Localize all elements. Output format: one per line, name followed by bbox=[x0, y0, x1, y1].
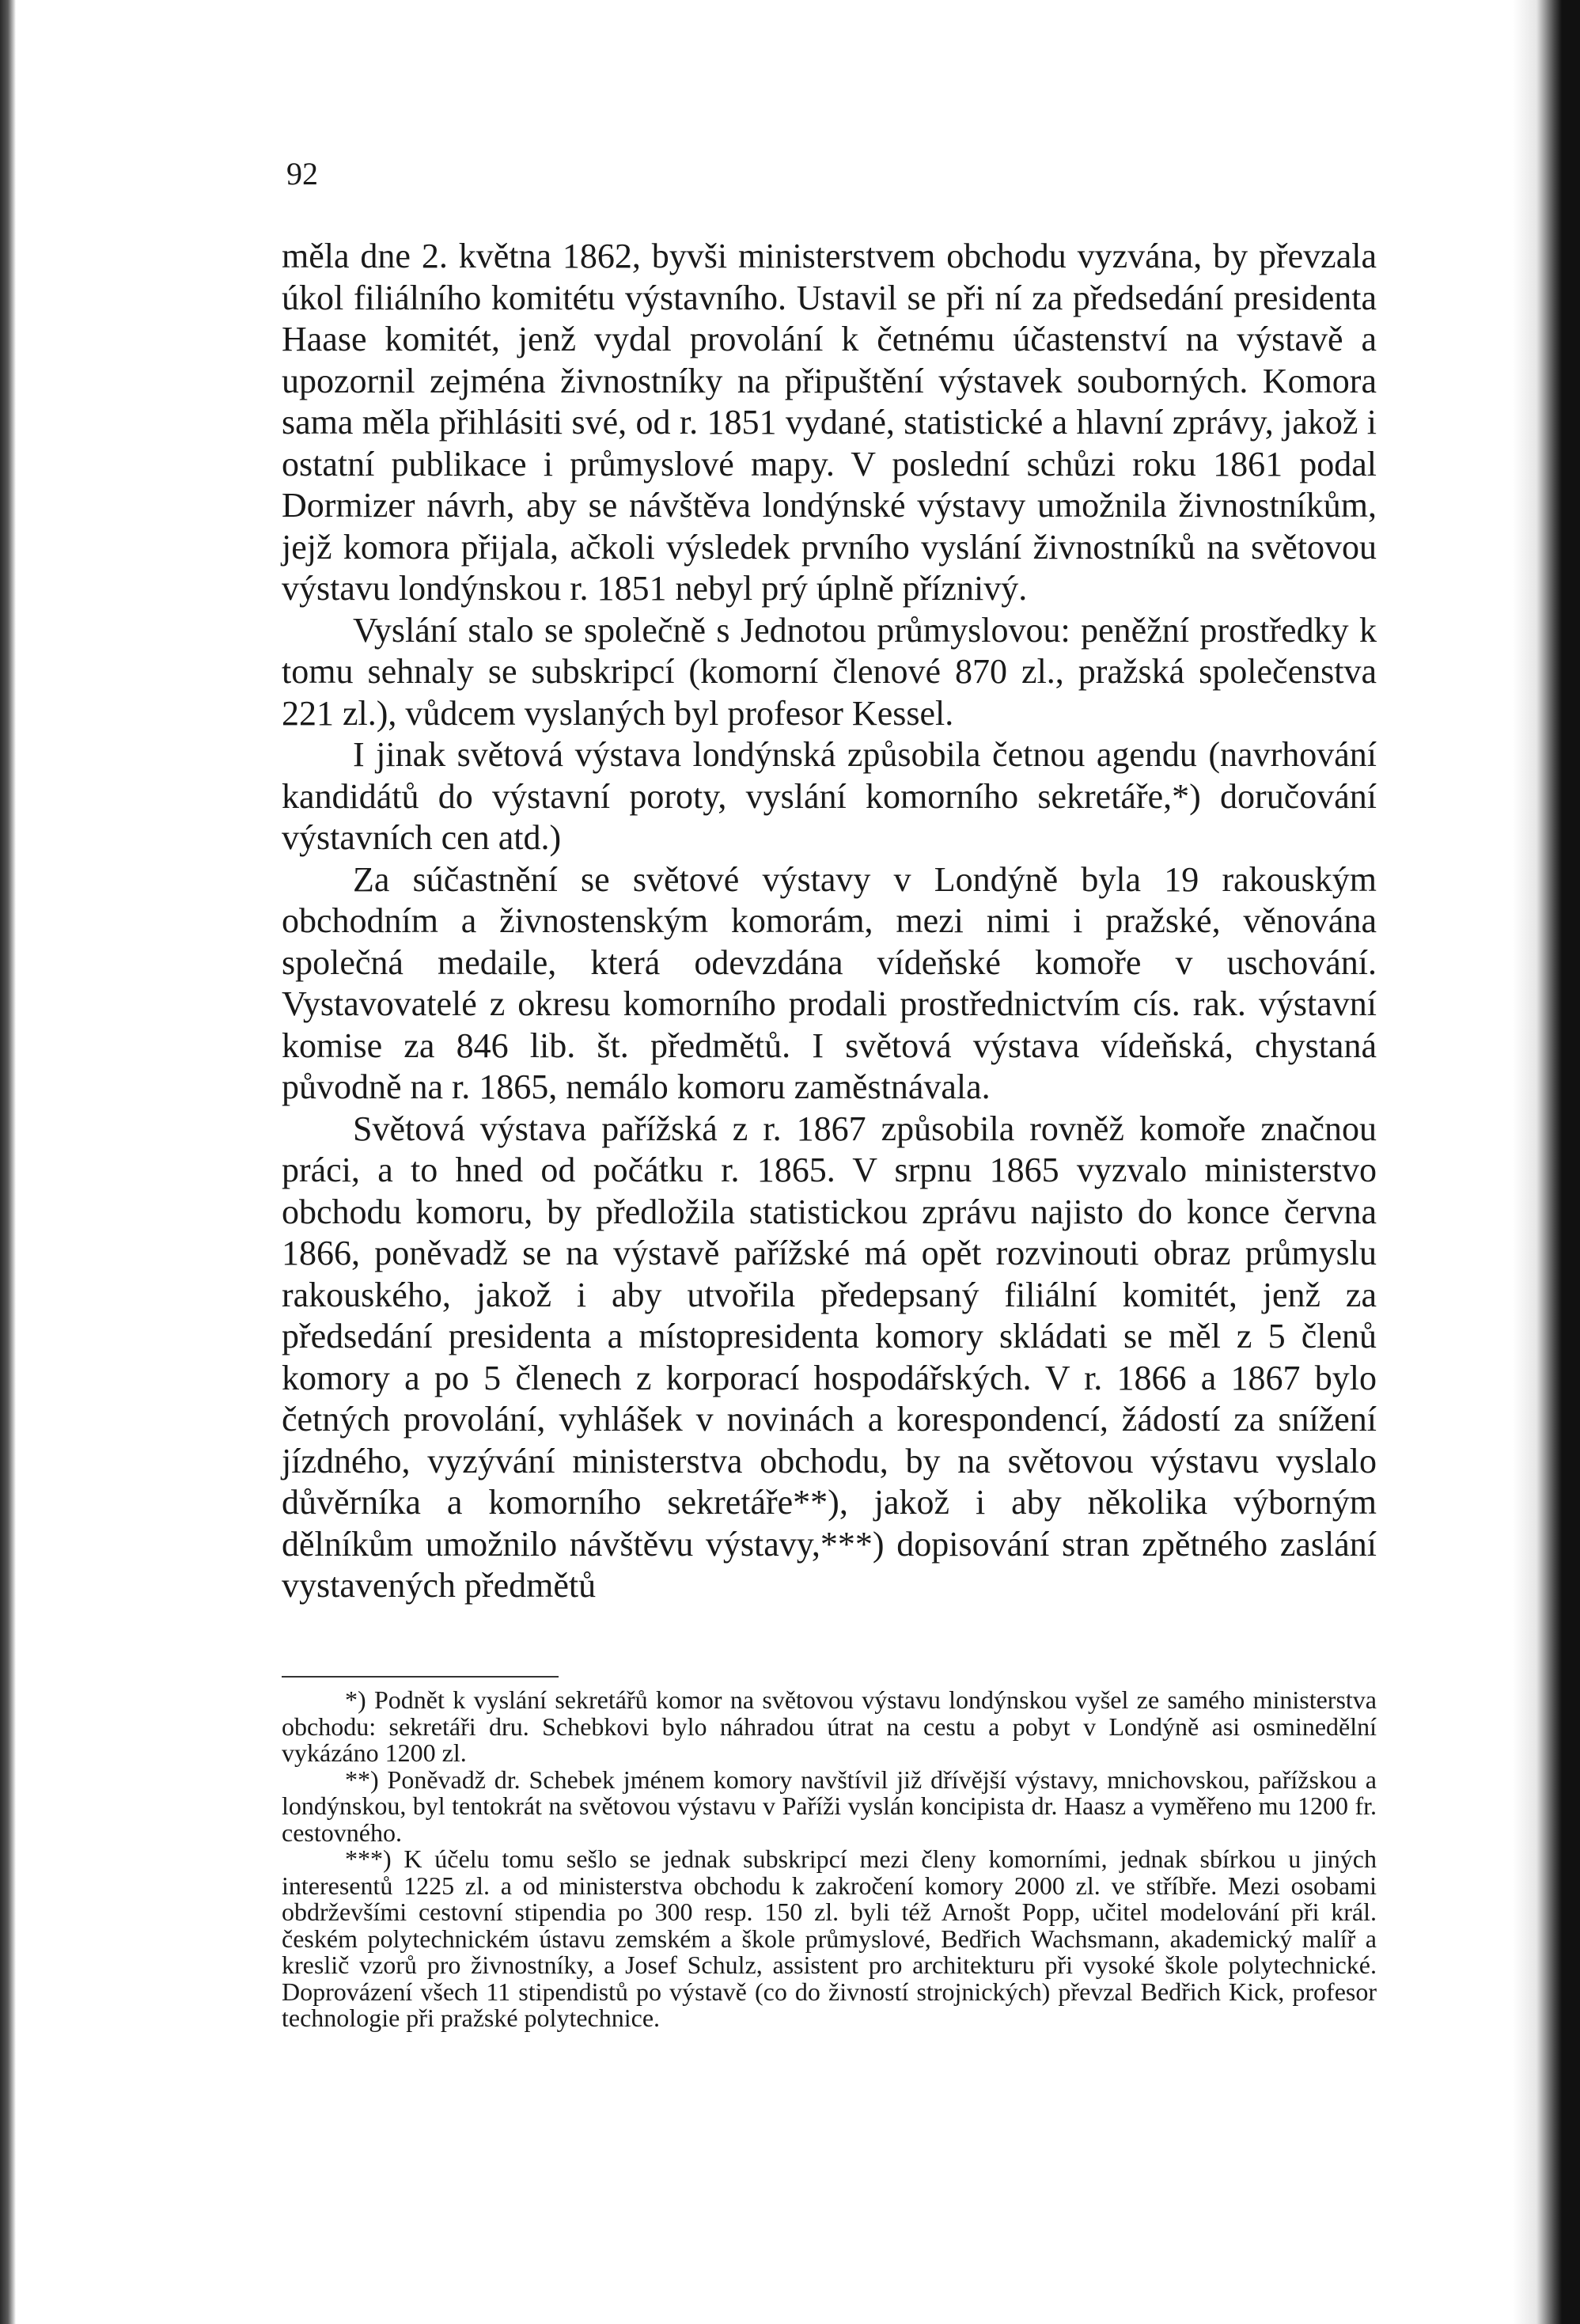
paragraph-1: měla dne 2. května 1862, byvši ministerstvem obchodu vyzvána, by převzala úkol filiálního komitétu výstavního. Ustavil se při ní za předsedání presidenta Haase komitét, jenž vydal provolání k četnému účastenství na výstavě a upozornil zejména živnostníky na připuštění výstavek souborných. Komora sama měla přihlásiti své, od r. 1851 vydané, statistické a hlavní zprávy, jakož i ostatní publikace i průmyslové mapy. V poslední schůzi roku 1861 podal Dormizer návrh, aby se návštěva londýnské výstavy umožnila živnostníkům, jejž komora přijala, ačkoli výsledek prvního vyslání živnostníků na světovou výstavu londýnskou r. 1851 nebyl prý úplně příznivý. bbox=[282, 237, 1377, 608]
page-right-edge bbox=[1513, 0, 1580, 2324]
footnote-2: **) Poněvadž dr. Schebek jménem komory navštívil již dřívější výstavy, mnichovskou, pařížskou a londýnskou, byl tentokrát na světovou výstavu v Paříži vyslán koncipista dr. Haasz a vyměřeno mu 1200 fr. cestovného. bbox=[282, 1765, 1377, 1847]
paragraph-4: Za súčastnění se světové výstavy v Londýně byla 19 rakouským obchodním a živnostenským komorám, mezi nimi i pražské, věnována společná medaile, která odevzdána vídeňské komoře v uschování. Vystavovatelé z okresu komorního prodali prostřednictvím cís. rak. výstavní komise za 846 lib. št. předmětů. I světová výstava vídeňská, chystaná původně na r. 1865, nemálo komoru zaměstnávala. bbox=[282, 859, 1377, 1106]
paragraph-5: Světová výstava pařížská z r. 1867 způsobila rovněž komoře značnou práci, a to hned od počátku r. 1865. V srpnu 1865 vyzvalo ministerstvo obchodu komoru, by předložila statistickou zprávu najisto do konce června 1866, poněvadž se na výstavě pařížské má opět rozvinouti obraz průmyslu rakouského, jakož i aby utvořila předepsaný filiální komitét, jenž za předsedání presidenta a místopresidenta komory skládati se měl z 5 členů komory a po 5 členech z korporací hospodářských. V r. 1866 a 1867 bylo četných provolání, vyhlášek v novinách a korespondencí, žádostí za snížení jízdného, vyzývání ministerstva obchodu, by na světovou výstavu vyslalo důvěrníka a komorního sekretáře**), jakož i aby několika výborným dělníkům umožnilo návštěvu výstavy,***) dopisování stran zpětného zaslání vystavených předmětů bbox=[282, 1109, 1377, 1605]
footnote-1: *) Podnět k vyslání sekretářů komor na světovou výstavu londýnskou vyšel ze samého ministerstva obchodu: sekretáři dru. Schebkovi bylo náhradou útrat na cestu a pobyt v Londýně asi osminedělní vykázáno 1200 zl. bbox=[282, 1685, 1377, 1767]
paragraph-3: I jinak světová výstava londýnská způsobila četnou agendu (navrhování kandidátů do výstavní poroty, vyslání komorního sekretáře,*) doručování výstavních cen atd.) bbox=[282, 735, 1377, 857]
footnote-separator bbox=[282, 1676, 559, 1678]
body-text bbox=[282, 236, 1377, 1607]
page-number: 92 bbox=[286, 156, 318, 191]
paragraph-2: Vyslání stalo se společně s Jednotou průmyslovou: peněžní prostředky k tomu sehnaly se subskripcí (komorní členové 870 zl., pražská společenstva 221 zl.), vůdcem vyslaných byl profesor Kessel. bbox=[282, 610, 1377, 733]
footnote-3: ***) K účelu tomu sešlo se jednak subskripcí mezi členy komorními, jednak sbírkou u jiných interesentů 1225 zl. a od ministerstva obchodu k zakročení komory 2000 zl. ve stříbře. Mezi osobami obdrževšími cestovní stipendia po 300 resp. 150 zl. byli též Arnošt Popp, učitel modelování při král. českém polytechnickém ústavu zemském a škole průmyslové, Bedřich Wachsmann, akademický malíř a kreslič vzorů pro živnostníky, a Josef Schulz, assistent pro architekturu při vysoké škole polytechnické. Doprovázení všech 11 stipendistů po výstavě (co do živností strojnických) převzal Bedřich Kick, profesor technologie při pražské polytechnice. bbox=[282, 1844, 1377, 2032]
footnotes bbox=[282, 1687, 1377, 2032]
page-left-shadow bbox=[0, 0, 16, 2324]
